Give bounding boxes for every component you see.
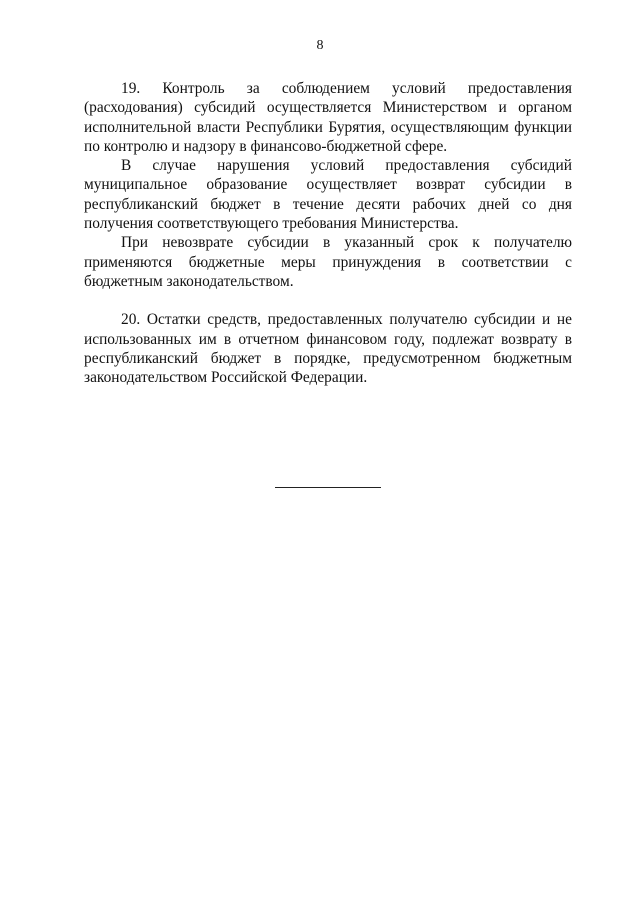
paragraph-20-remaining-funds: 20. Остатки средств, предоставленных получателю субсидии и не использованных им в отчетном финансовом году, подлежат возврату в республиканский бюджет в порядке, предусмотренном бюджетным законодательством Российской Федерации. — [84, 311, 572, 387]
closing-divider-line — [275, 487, 381, 488]
document-body — [84, 79, 572, 387]
paragraph-enforcement-measures: При невозврате субсидии в указанный срок к получателю применяются бюджетные меры принуждения в соответствии с бюджетным законодательством. — [84, 234, 572, 290]
page-number: 8 — [316, 38, 324, 53]
paragraph-violation-return: В случае нарушения условий предоставления субсидий муниципальное образование осуществляет возврат субсидии в республиканский бюджет в течение десяти рабочих дней со дня получения соответствующего требования Министерства. — [84, 157, 572, 233]
paragraph-19-control: 19. Контроль за соблюдением условий предоставления (расходования) субсидий осуществляется Министерством и органом исполнительной власти Республики Бурятия, осуществляющим функции по контролю и надзору в финансово-бюджетной сфере. — [84, 80, 572, 155]
